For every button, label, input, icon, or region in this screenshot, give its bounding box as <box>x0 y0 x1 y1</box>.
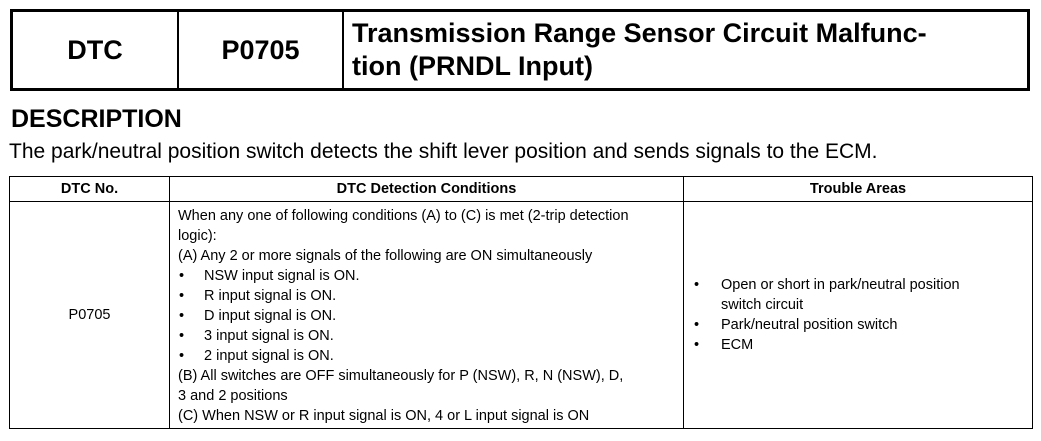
header-dtc-no: DTC No. <box>10 177 170 202</box>
trouble-area-text: Open or short in park/neutral position <box>721 277 960 293</box>
bullet-text: R input signal is ON. <box>204 288 337 304</box>
description-heading: DESCRIPTION <box>11 105 182 133</box>
cell-detection-conditions <box>170 202 684 429</box>
dtc-header-box <box>10 9 1030 91</box>
cell-dtc-no: P0705 <box>10 202 170 429</box>
bullet-icon: • <box>179 308 185 324</box>
bullet-icon: • <box>179 328 185 344</box>
dtc-table <box>9 176 1033 429</box>
dtc-title-line-1: Transmission Range Sensor Circuit Malfunc- <box>352 18 927 48</box>
condition-a-bullet <box>178 326 677 346</box>
bullet-icon: • <box>179 268 185 284</box>
trouble-area-text: Park/neutral position switch <box>721 317 898 333</box>
bullet-icon: • <box>694 337 700 353</box>
header-detection-conditions: DTC Detection Conditions <box>170 177 684 202</box>
condition-b-line-2: 3 and 2 positions <box>178 388 288 404</box>
bullet-icon: • <box>694 317 700 333</box>
dtc-code: P0705 <box>177 12 342 88</box>
trouble-area-text: switch circuit <box>721 297 804 313</box>
dtc-title <box>342 12 1027 88</box>
condition-c: (C) When NSW or R input signal is ON, 4 or L input signal is ON <box>178 408 590 424</box>
table-row <box>10 202 1033 429</box>
bullet-icon: • <box>179 288 185 304</box>
condition-a-bullet <box>178 306 677 326</box>
trouble-area-item <box>692 315 1028 335</box>
condition-a-bullet <box>178 346 677 366</box>
bullet-text: 3 input signal is ON. <box>204 328 334 344</box>
dtc-label: DTC <box>67 34 123 65</box>
bullet-text: NSW input signal is ON. <box>204 268 360 284</box>
dtc-title-line-2: tion (PRNDL Input) <box>352 51 593 81</box>
cell-trouble-areas <box>684 202 1033 429</box>
trouble-area-item <box>692 335 1028 355</box>
condition-a-bullet <box>178 286 677 306</box>
trouble-area-item <box>692 275 1028 315</box>
condition-a-bullet <box>178 266 677 286</box>
condition-a: (A) Any 2 or more signals of the following are ON simultaneously <box>178 248 593 264</box>
bullet-icon: • <box>694 277 700 293</box>
description-text: The park/neutral position switch detects the shift lever position and sends signals to the ECM. <box>9 140 878 163</box>
table-header-row <box>10 177 1033 202</box>
header-trouble-areas: Trouble Areas <box>684 177 1033 202</box>
bullet-icon: • <box>179 348 185 364</box>
bullet-text: D input signal is ON. <box>204 308 337 324</box>
bullet-text: 2 input signal is ON. <box>204 348 334 364</box>
condition-intro-line-1: When any one of following conditions (A) to (C) is met (2-trip detection <box>178 208 629 224</box>
condition-intro-line-2: logic): <box>178 228 217 244</box>
condition-b-line-1: (B) All switches are OFF simultaneously for P (NSW), R, N (NSW), D, <box>178 368 624 384</box>
trouble-area-text: ECM <box>721 337 754 353</box>
